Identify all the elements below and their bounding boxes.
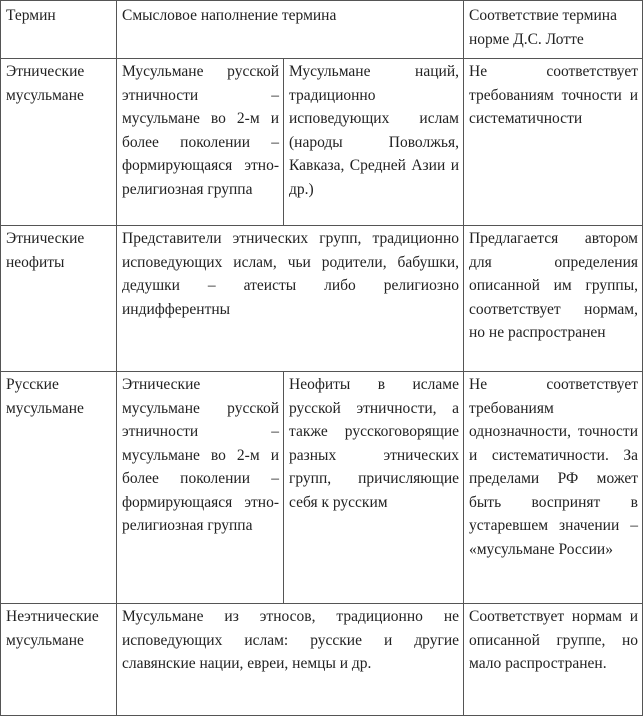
header-meaning: Смысловое наполнение термина xyxy=(117,1,464,59)
correspondence-cell: Соответствует нормам и описанной группе, но мало распространен. xyxy=(464,604,643,716)
table-row xyxy=(1,59,643,226)
meaning-cell: Мусульмане наций, традиционно исповедующих ислам (народы Поволжья, Кавказа, Средней Азии и др.) xyxy=(284,59,464,226)
meaning-cell: Этнические мусульмане русской этничности – мусульмане во 2-м и более поколении – формирующаяся этно-религиозная группа xyxy=(117,372,284,604)
table-header-row xyxy=(1,1,643,59)
term-cell: Этнические мусульмане xyxy=(1,59,117,226)
correspondence-cell: Не соответствует требованиям однозначности, точности и систематичности. За пределами РФ может быть воспринят в устаревшем значении – «мусульмане России» xyxy=(464,372,643,604)
meaning-cell: Неофиты в исламе русской этничности, а также русскоговорящие разных этнических групп, причисляющие себя к русским xyxy=(284,372,464,604)
correspondence-cell: Не соответствует требованиям точности и систематичности xyxy=(464,59,643,226)
table-row xyxy=(1,372,643,604)
correspondence-cell: Предлагается автором для определения описанной им группы, соответствует нормам, но не распространен xyxy=(464,226,643,372)
term-cell: Этнические неофиты xyxy=(1,226,117,372)
header-term: Термин xyxy=(1,1,117,59)
meaning-cell: Представители этнических групп, традиционно исповедующих ислам, чьи родители, бабушки, дедушки – атеисты либо религиозно индифферентны xyxy=(117,226,464,372)
term-cell: Русские мусульмане xyxy=(1,372,117,604)
table-row xyxy=(1,226,643,372)
table-row xyxy=(1,604,643,716)
header-correspondence: Соответствие термина норме Д.С. Лотте xyxy=(464,1,643,59)
meaning-cell: Мусульмане из этносов, традиционно не исповедующих ислам: русские и другие славянские нации, евреи, немцы и др. xyxy=(117,604,464,716)
meaning-cell: Мусульмане русской этничности – мусульмане во 2-м и более поколении – формирующаяся этно-религиозная группа xyxy=(117,59,284,226)
term-cell: Неэтнические мусульмане xyxy=(1,604,117,716)
